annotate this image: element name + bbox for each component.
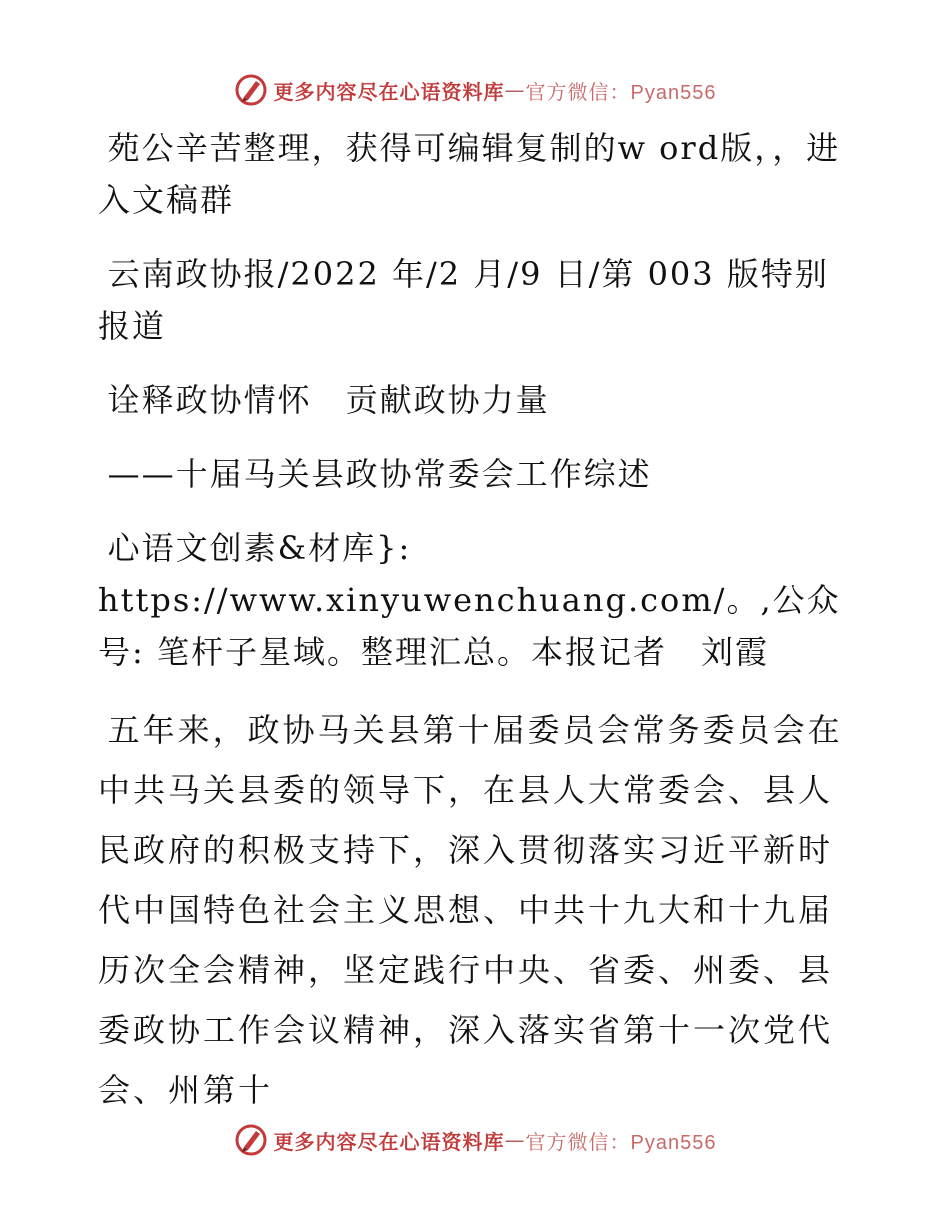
- header-banner: [0, 70, 950, 110]
- article-subtitle: ——十届马关县政协常委会工作综述: [107, 455, 652, 493]
- promo-text: 更多内容尽在心语资料库: [273, 1129, 505, 1154]
- wechat-contact: 官方微信：Pyan556: [525, 1131, 717, 1154]
- footer-banner: [0, 1120, 950, 1160]
- pen-logo-icon: [234, 1123, 268, 1157]
- body-paragraph: 五年来，政协马关县第十届委员会常务委员会在中共马关县委的领导下，在县人大常委会、县人民政府的积极支持下，深入贯彻落实习近平新时代中国特色社会主义思想、中共十九大和十九届历次全会精神，坚定践行中央、省委、州委、县委政协工作会议精神，深入落实省第十一次党代会、州第十: [98, 711, 843, 1109]
- banner-separator: —: [504, 78, 526, 102]
- byline: 心语文创素&材库}: https://www.xinyuwenchuang.com/。,公众号: 笔杆子星域。整理汇总。本报记者 刘霞: [98, 529, 841, 671]
- pen-logo-icon: [234, 73, 268, 107]
- wechat-contact: 官方微信：Pyan556: [525, 81, 717, 104]
- source-line: 云南政协报/2022 年/2 月/9 日/第 003 版特别报道: [98, 255, 829, 345]
- intro-note: 苑公辛苦整理，获得可编辑复制的w ord版，，进入文稿群: [98, 129, 841, 219]
- article-title: 诠释政协情怀 贡献政协力量: [107, 381, 550, 419]
- promo-text: 更多内容尽在心语资料库: [273, 79, 505, 104]
- document-body: [98, 122, 858, 1142]
- banner-separator: —: [504, 1128, 526, 1152]
